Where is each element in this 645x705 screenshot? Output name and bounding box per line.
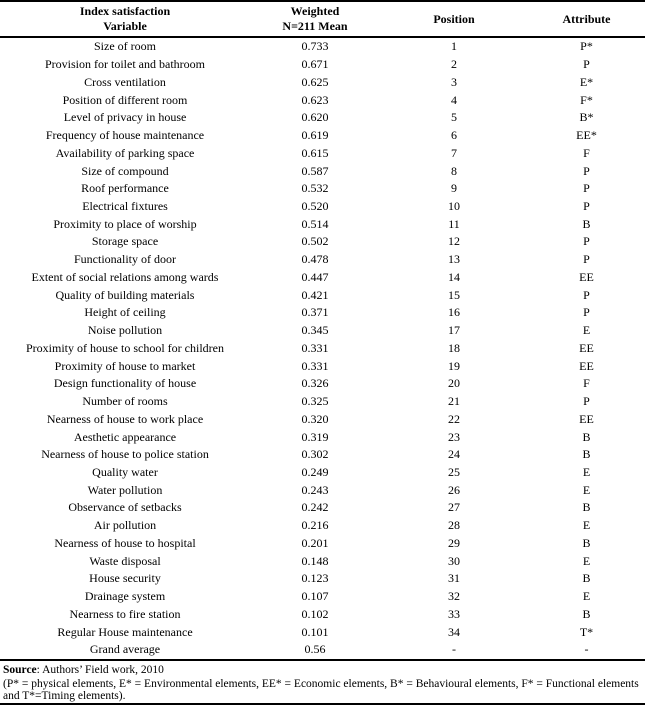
cell-attribute: B <box>582 500 591 515</box>
cell-mean: 0.615 <box>301 145 329 160</box>
cell-mean: 0.520 <box>301 198 329 213</box>
header-attribute-label: Attribute <box>562 11 611 26</box>
cell-attribute: P <box>583 181 590 196</box>
cell-attribute: P <box>583 252 590 267</box>
cell-mean: 0.201 <box>301 535 329 550</box>
cell-variable: Nearness of house to hospital <box>54 535 196 550</box>
cell-variable: Grand average <box>89 642 161 657</box>
cell-mean: 0.733 <box>301 39 329 54</box>
table-row <box>0 481 645 499</box>
cell-attribute: E <box>582 518 591 533</box>
table-row <box>0 56 645 74</box>
cell-attribute: E* <box>579 74 594 89</box>
cell-mean: 0.148 <box>301 553 329 568</box>
cell-position: 3 <box>451 74 457 89</box>
cell-attribute: F <box>583 376 590 391</box>
cell-attribute: F* <box>580 92 593 107</box>
cell-mean: 0.331 <box>301 340 329 355</box>
cell-position: 24 <box>448 447 460 462</box>
cell-position: 20 <box>448 376 460 391</box>
cell-position: 13 <box>448 252 460 267</box>
cell-position: 32 <box>448 589 460 604</box>
cell-attribute: E <box>582 323 591 338</box>
table-row <box>0 251 645 269</box>
cell-variable: Observance of setbacks <box>68 500 182 515</box>
cell-position: 16 <box>448 305 460 320</box>
cell-attribute: P <box>583 234 590 249</box>
table-row <box>0 464 645 482</box>
cell-attribute: B <box>582 429 591 444</box>
table-row <box>0 588 645 606</box>
table-row <box>0 517 645 535</box>
cell-attribute: EE <box>579 269 594 284</box>
cell-position: 34 <box>448 624 460 639</box>
cell-variable: Waste disposal <box>89 553 161 568</box>
cell-attribute: P <box>583 394 590 409</box>
header-position-label: Position <box>433 11 475 26</box>
table-row <box>0 127 645 145</box>
table-row <box>0 375 645 393</box>
cell-variable: Aesthetic appearance <box>73 429 177 444</box>
cell-variable: Regular House maintenance <box>57 624 193 639</box>
cell-position: 14 <box>448 269 460 284</box>
cell-attribute: P* <box>580 39 593 54</box>
table-row <box>0 446 645 464</box>
table-row <box>0 37 645 56</box>
table-row <box>0 552 645 570</box>
cell-variable: Water pollution <box>87 482 163 497</box>
cell-mean: 0.320 <box>301 411 329 426</box>
cell-attribute: EE <box>579 411 594 426</box>
cell-attribute: B* <box>579 110 594 125</box>
cell-position: 1 <box>451 39 457 54</box>
cell-mean: 0.56 <box>304 642 326 657</box>
table-row <box>0 570 645 588</box>
table-header <box>0 1 645 37</box>
cell-mean: 0.587 <box>301 163 329 178</box>
cell-variable: Proximity of house to school for children <box>26 340 224 355</box>
cell-position: 30 <box>448 553 460 568</box>
table-row <box>0 393 645 411</box>
cell-attribute: E <box>582 482 591 497</box>
table-row <box>0 535 645 553</box>
cell-variable: Design functionality of house <box>53 376 197 391</box>
cell-attribute: B <box>582 535 591 550</box>
cell-mean: 0.502 <box>301 234 329 249</box>
table-row <box>0 233 645 251</box>
cell-variable: Size of room <box>94 39 156 54</box>
cell-variable: Proximity to place of worship <box>53 216 197 231</box>
source-text: : Authors’ Field work, 2010 <box>36 663 164 676</box>
cell-position: 19 <box>448 358 460 373</box>
header-weighted-mean-line2: N=211 Mean <box>282 19 348 33</box>
cell-position: 10 <box>448 198 460 213</box>
table-row <box>0 180 645 198</box>
cell-position: 7 <box>451 145 457 160</box>
table-row <box>0 109 645 127</box>
table-row <box>0 286 645 304</box>
cell-mean: 0.447 <box>301 269 329 284</box>
cell-variable: Quality of building materials <box>55 287 195 302</box>
cell-variable: Functionality of door <box>74 252 176 267</box>
cell-mean: 0.123 <box>301 571 329 586</box>
cell-position: 33 <box>448 606 460 621</box>
cell-attribute: T* <box>579 624 594 639</box>
cell-mean: 0.102 <box>301 606 329 621</box>
cell-variable: Provision for toilet and bathroom <box>45 57 205 72</box>
cell-variable: Position of different room <box>62 92 188 107</box>
cell-position: 26 <box>448 482 460 497</box>
table-row <box>0 198 645 216</box>
cell-mean: 0.514 <box>301 216 329 231</box>
table-row <box>0 269 645 287</box>
cell-mean: 0.242 <box>301 500 329 515</box>
cell-attribute: B <box>582 571 591 586</box>
cell-position: 22 <box>448 411 460 426</box>
cell-attribute: P <box>583 305 590 320</box>
cell-attribute: E <box>582 589 591 604</box>
cell-variable: Nearness to fire station <box>69 606 181 621</box>
table-row <box>0 91 645 109</box>
cell-variable: Electrical fixtures <box>82 198 168 213</box>
cell-attribute: E <box>582 553 591 568</box>
cell-attribute: B <box>582 216 591 231</box>
cell-variable: Proximity of house to market <box>54 358 196 373</box>
cell-variable: Cross ventilation <box>84 74 166 89</box>
header-variable <box>0 1 250 37</box>
cell-mean: 0.623 <box>301 92 329 107</box>
cell-attribute: B <box>582 447 591 462</box>
cell-attribute: P <box>583 198 590 213</box>
cell-mean: 0.371 <box>301 305 329 320</box>
cell-variable: Air pollution <box>93 518 157 533</box>
cell-position: 9 <box>451 181 457 196</box>
cell-mean: 0.532 <box>301 181 329 196</box>
cell-position: 8 <box>451 163 457 178</box>
table-row <box>0 499 645 517</box>
cell-variable: Drainage system <box>84 589 166 604</box>
cell-mean: 0.101 <box>301 624 329 639</box>
cell-variable: Level of privacy in house <box>63 110 187 125</box>
cell-variable: Storage space <box>91 234 159 249</box>
cell-mean: 0.249 <box>301 464 329 479</box>
source-line <box>3 664 642 677</box>
table-row <box>0 162 645 180</box>
table-row <box>0 428 645 446</box>
cell-attribute: E <box>582 464 591 479</box>
table-row <box>0 357 645 375</box>
table-row <box>0 410 645 428</box>
cell-position: 31 <box>448 571 460 586</box>
cell-attribute: EE <box>579 358 594 373</box>
header-weighted-mean-line1: Weighted <box>290 4 340 18</box>
cell-mean: 0.331 <box>301 358 329 373</box>
cell-position: 29 <box>448 535 460 550</box>
header-weighted-mean <box>250 1 380 37</box>
cell-position: 2 <box>451 57 457 72</box>
cell-variable: Frequency of house maintenance <box>45 128 205 143</box>
cell-mean: 0.325 <box>301 394 329 409</box>
cell-mean: 0.107 <box>301 589 329 604</box>
cell-attribute: - <box>584 642 589 657</box>
cell-position: 11 <box>448 216 460 231</box>
cell-variable: Noise pollution <box>87 323 163 338</box>
cell-variable: Roof performance <box>81 181 169 196</box>
cell-position: 28 <box>448 518 460 533</box>
cell-position: 6 <box>451 128 457 143</box>
cell-mean: 0.326 <box>301 376 329 391</box>
cell-variable: Quality water <box>92 464 158 479</box>
table-row <box>0 304 645 322</box>
cell-position: 4 <box>451 92 457 107</box>
cell-attribute: F <box>583 145 590 160</box>
cell-position: 17 <box>448 323 460 338</box>
table-row <box>0 339 645 357</box>
table-row <box>0 73 645 91</box>
cell-mean: 0.421 <box>301 287 329 302</box>
cell-position: 25 <box>448 464 460 479</box>
header-row <box>0 1 645 37</box>
cell-mean: 0.619 <box>301 128 329 143</box>
cell-variable: Size of compound <box>81 163 169 178</box>
header-variable-line2: Variable <box>103 19 147 33</box>
table-row <box>0 623 645 641</box>
cell-mean: 0.625 <box>301 74 329 89</box>
cell-mean: 0.620 <box>301 110 329 125</box>
cell-variable: Nearness of house to police station <box>41 447 209 462</box>
cell-mean: 0.216 <box>301 518 329 533</box>
cell-position: 15 <box>448 287 460 302</box>
cell-variable: Nearness of house to work place <box>46 411 204 426</box>
cell-attribute: B <box>582 606 591 621</box>
cell-position: 5 <box>451 110 457 125</box>
table-footer <box>0 661 645 703</box>
source-label: Source <box>3 663 37 676</box>
cell-mean: 0.671 <box>301 57 329 72</box>
cell-position: - <box>452 642 456 657</box>
cell-variable: House security <box>89 571 161 586</box>
cell-variable: Extent of social relations among wards <box>31 269 219 284</box>
table-row <box>0 144 645 162</box>
header-variable-line1: Index satisfaction <box>79 4 171 18</box>
cell-variable: Height of ceiling <box>84 305 166 320</box>
cell-position: 12 <box>448 234 460 249</box>
cell-attribute: EE* <box>576 128 597 143</box>
table-row <box>0 322 645 340</box>
cell-position: 27 <box>448 500 460 515</box>
header-position <box>380 1 528 37</box>
grand-average-row <box>0 641 645 660</box>
cell-variable: Number of rooms <box>82 394 168 409</box>
cell-position: 23 <box>448 429 460 444</box>
table-row <box>0 606 645 624</box>
cell-position: 21 <box>448 394 460 409</box>
attribute-legend-note: (P* = physical elements, E* = Environmental elements, EE* = Economic elements, B* = Behavioural elements, F* = Functional elements and T*=Timing elements). <box>3 677 639 703</box>
cell-attribute: P <box>583 287 590 302</box>
cell-mean: 0.478 <box>301 252 329 267</box>
cell-attribute: P <box>583 163 590 178</box>
cell-mean: 0.302 <box>301 447 329 462</box>
cell-mean: 0.319 <box>301 429 329 444</box>
cell-mean: 0.345 <box>301 323 329 338</box>
cell-variable: Availability of parking space <box>55 145 195 160</box>
cell-attribute: P <box>583 57 590 72</box>
table-row <box>0 215 645 233</box>
table-body <box>0 37 645 660</box>
cell-mean: 0.243 <box>301 482 329 497</box>
cell-attribute: EE <box>579 340 594 355</box>
cell-position: 18 <box>448 340 460 355</box>
header-attribute <box>528 1 645 37</box>
